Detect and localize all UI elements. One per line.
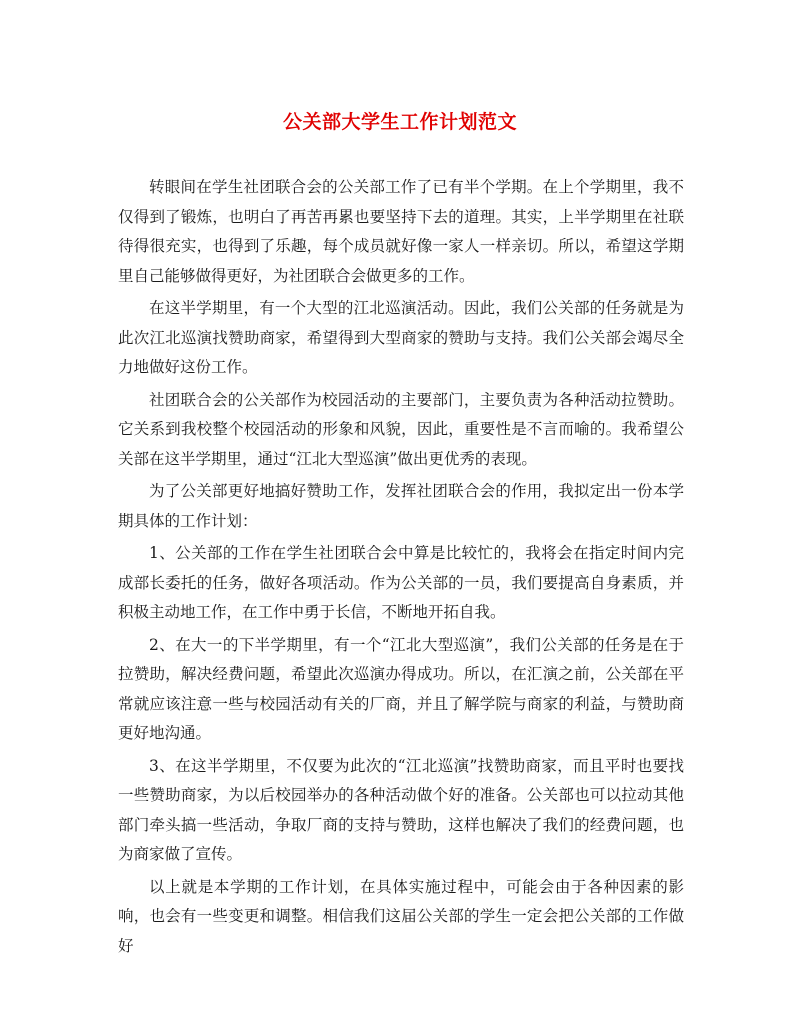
paragraph-2: 在这半学期里，有一个大型的江北巡演活动。因此，我们公关部的任务就是为此次江北巡演找赞助商家，希望得到大型商家的赞助与支持。我们公关部会竭尽全力地做好这份工作。 <box>118 299 684 376</box>
paragraph-1: 转眼间在学生社团联合会的公关部工作了已有半个学期。在上个学期里，我不仅得到了锻炼，也明白了再苦再累也要坚持下去的道理。其实，上半学期里在社联待得很充实，也得到了乐趣，每个成员就好像一家人一样亲切。所以，希望这学期里自己能够做得更好，为社团联合会做更多的工作。 <box>118 178 684 285</box>
paragraph-4: 为了公关部更好地搞好赞助工作，发挥社团联合会的作用，我拟定出一份本学期具体的工作计划： <box>118 482 684 530</box>
document-title: 公关部大学生工作计划范文 <box>282 111 517 133</box>
paragraph-5: 1、公关部的工作在学生社团联合会中算是比较忙的，我将会在指定时间内完成部长委托的任务，做好各项活动。作为公关部的一员，我们要提高自身素质，并积极主动地工作，在工作中勇于长信，不断地开拓自我。 <box>118 544 684 621</box>
paragraph-8: 以上就是本学期的工作计划，在具体实施过程中，可能会由于各种因素的影响，也会有一些变更和调整。相信我们这届公关部的学生一定会把公关部的工作做好 <box>118 877 684 955</box>
paragraph-7: 3、在这半学期里，不仅要为此次的“江北巡演”找赞助商家，而且平时也要找一些赞助商家，为以后校园举办的各种活动做个好的准备。公关部也可以拉动其他部门牵头搞一些活动，争取厂商的支持与赞助，这样也解决了我们的经费问题，也为商家做了宣传。 <box>118 756 684 863</box>
paragraph-3: 社团联合会的公关部作为校园活动的主要部门，主要负责为各种活动拉赞助。它关系到我校整个校园活动的形象和风貌，因此，重要性是不言而喻的。我希望公关部在这半学期里，通过“江北大型巡演”做出更优秀的表现。 <box>118 390 684 468</box>
paragraph-6: 2、在大一的下半学期里，有一个“江北大型巡演”，我们公关部的任务是在于拉赞助，解决经费问题，希望此次巡演办得成功。所以，在汇演之前，公关部在平常就应该注意一些与校园活动有关的厂商，并且了解学院与商家的利益，与赞助商更好地沟通。 <box>118 635 684 742</box>
document-body <box>118 173 684 964</box>
